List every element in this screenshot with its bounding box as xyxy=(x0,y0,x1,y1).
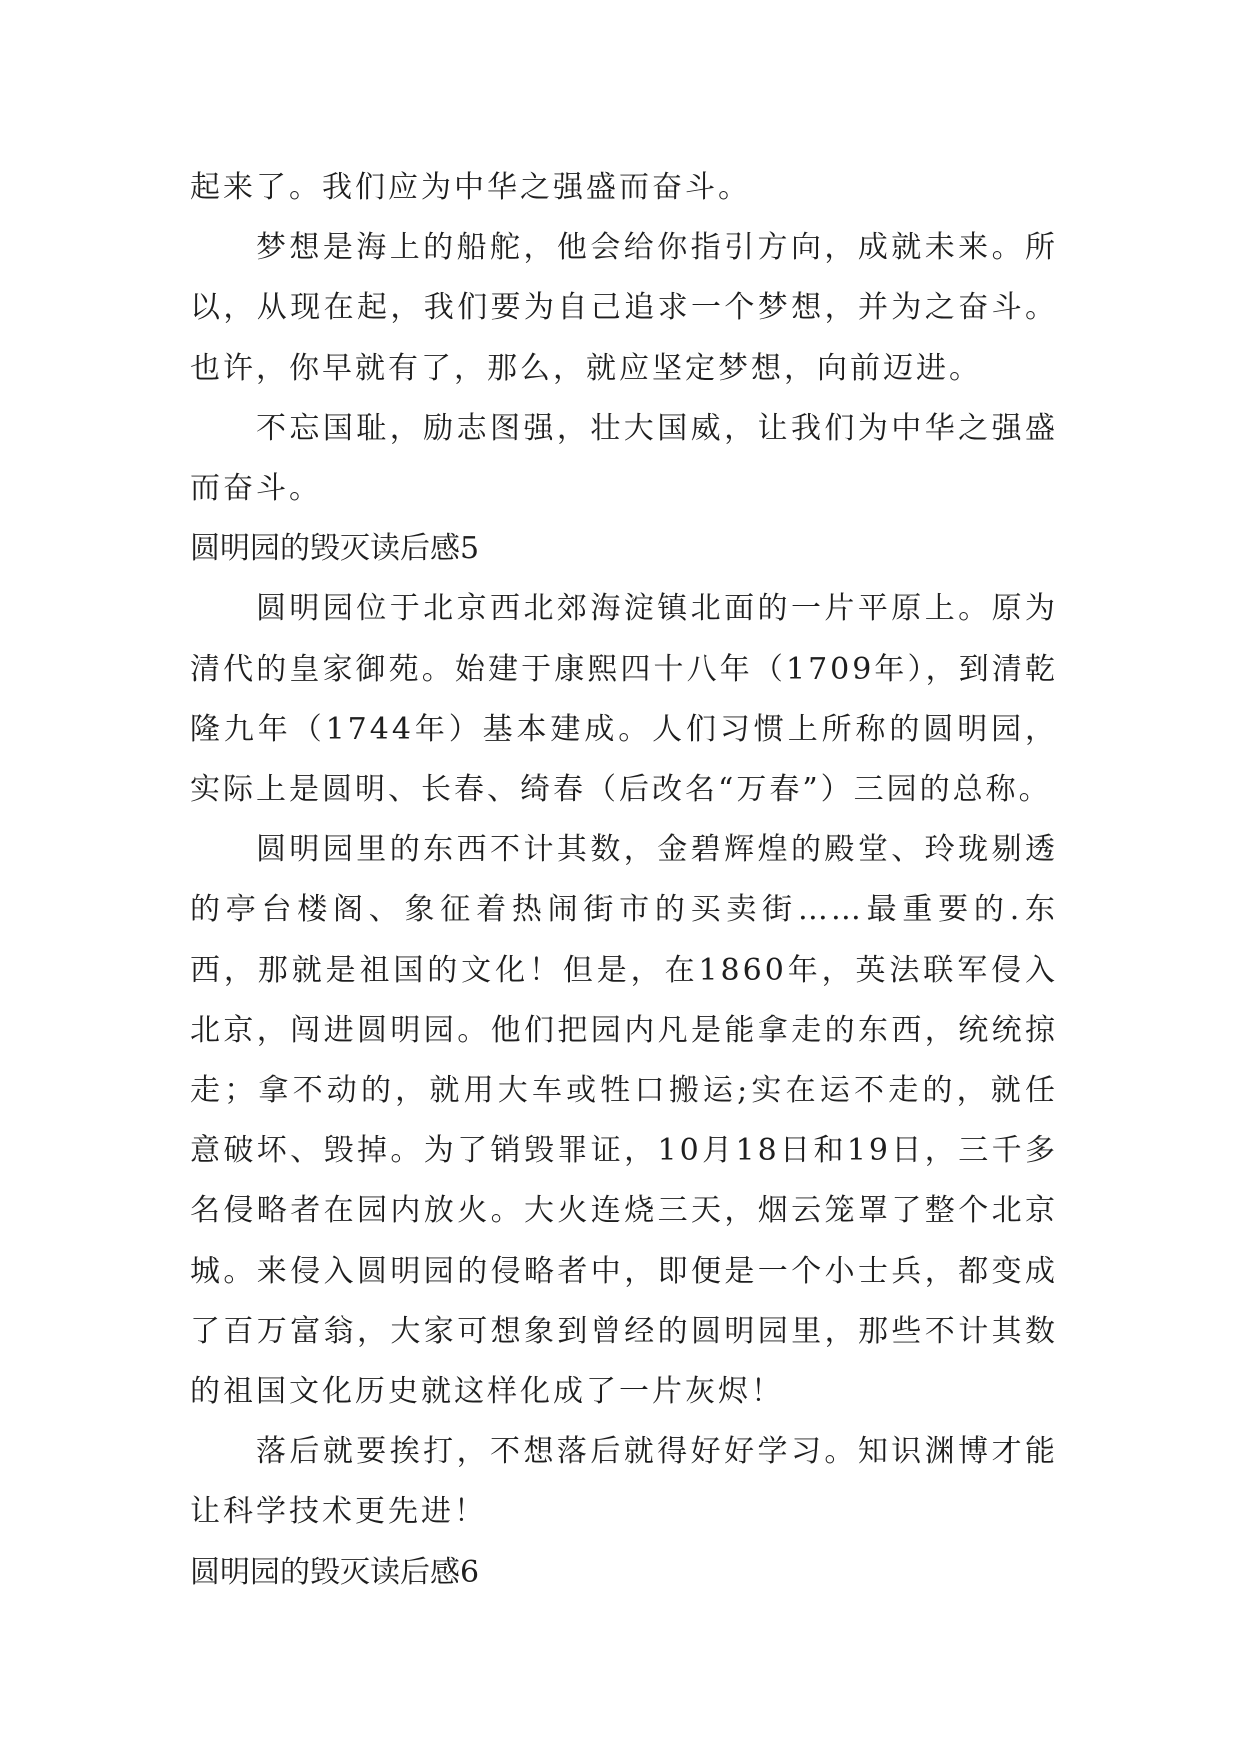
section-heading-6: 圆明园的毁灭读后感6 xyxy=(190,1554,480,1590)
document-body xyxy=(190,158,1058,1603)
paragraph-dream: 梦想是海上的船舵，他会给你指引方向，成就未来。所以，从现在起，我们要为自己追求一个梦想，并为之奋斗。也许，你早就有了，那么，就应坚定梦想，向前迈进。 xyxy=(190,230,1058,386)
paragraph-continuation: 起来了。我们应为中华之强盛而奋斗。 xyxy=(190,170,751,205)
paragraph-yuanmingyuan-location: 圆明园位于北京西北郊海淀镇北面的一片平原上。原为清代的皇家御苑。始建于康熙四十八年（1709年），到清乾隆九年（1744年）基本建成。人们习惯上所称的圆明园，实际上是圆明、长春、绮春（后改名“万春”）三园的总称。 xyxy=(190,591,1058,808)
paragraph-yuanmingyuan-destruction: 圆明园里的东西不计其数，金碧辉煌的殿堂、玲珑剔透的亭台楼阁、象征着热闹街市的买卖街……最重要的.东西，那就是祖国的文化！但是，在1860年，英法联军侵入北京，闯进圆明园。他们把园内凡是能拿走的东西，统统掠走；拿不动的，就用大车或牲口搬运;实在运不走的，就任意破坏、毁掉。为了销毁罪证，10月18日和19日，三千多名侵略者在园内放火。大火连烧三天，烟云笼罩了整个北京城。来侵入圆明园的侵略者中，即便是一个小士兵，都变成了百万富翁，大家可想象到曾经的圆明园里，那些不计其数的祖国文化历史就这样化成了一片灰烬！ xyxy=(190,832,1058,1410)
section-heading-5: 圆明园的毁灭读后感5 xyxy=(190,531,480,567)
paragraph-national-humiliation: 不忘国耻，励志图强，壮大国威，让我们为中华之强盛而奋斗。 xyxy=(190,410,1058,507)
paragraph-conclusion: 落后就要挨打，不想落后就得好好学习。知识渊博才能让科学技术更先进！ xyxy=(190,1434,1058,1530)
